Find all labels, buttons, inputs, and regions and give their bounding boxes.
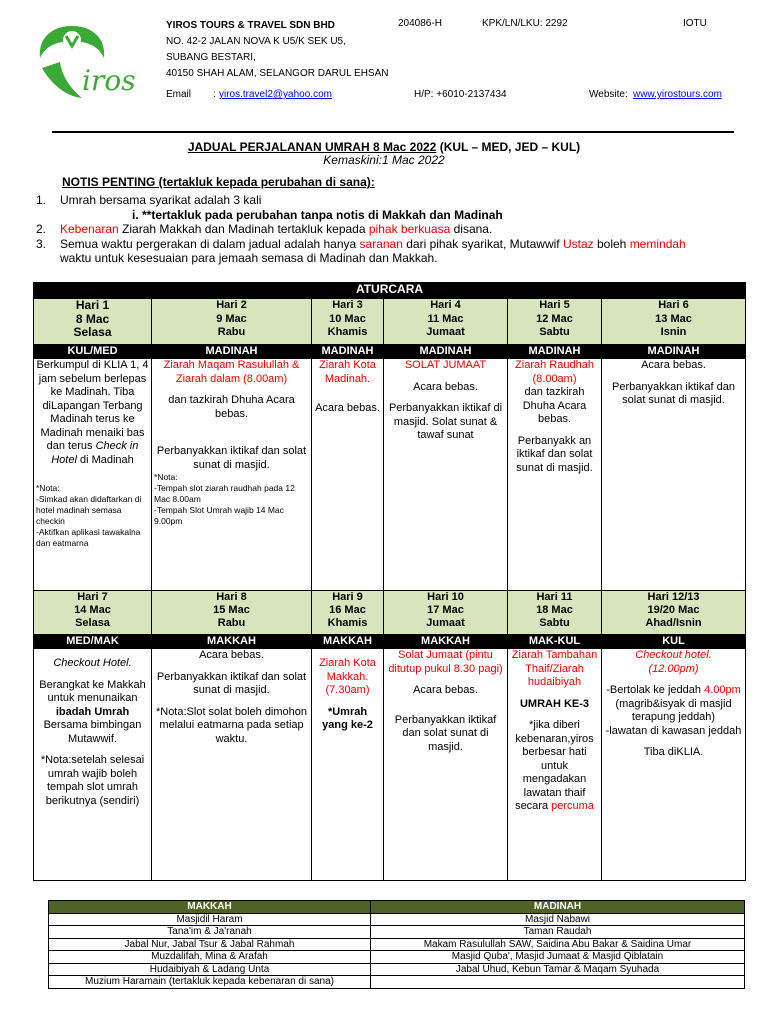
email-link[interactable]: yiros.travel2@yahoo.com	[219, 89, 332, 100]
cell-text: 18 Mac	[536, 604, 573, 616]
table-row	[49, 976, 745, 989]
location-label: MED/MAK	[34, 635, 152, 649]
cell-text: 8 Mac	[75, 311, 110, 326]
cell-text: -Bertolak ke jeddah	[606, 684, 705, 696]
cell-text: Jumaat	[426, 617, 465, 629]
notice-subitem: i. **tertakluk pada perubahan tanpa notis di Makkah dan Madinah	[132, 207, 503, 222]
cell-text: Ziarah Kota Madinah.	[319, 359, 376, 385]
place-cell: Muzdalifah, Mina & Arafah	[49, 951, 371, 964]
cell-text: Solat Jumaat (pintu ditutup pukul 8.30 pagi)	[388, 649, 503, 675]
notice-list	[36, 193, 736, 266]
header-divider	[52, 131, 734, 133]
table-row	[49, 963, 745, 976]
notice-number: 2.	[36, 222, 47, 236]
day-activity	[312, 359, 384, 591]
cell-text: Sabtu	[539, 617, 570, 629]
day-activity	[152, 359, 312, 591]
cell-text: 13 Mac	[655, 312, 692, 325]
cell-text: Perbanyakkan iktikaf dan solat sunat di masjid.	[156, 445, 307, 471]
cell-text: 17 Mac	[427, 604, 464, 616]
letterhead	[0, 0, 768, 130]
location-label: MADINAH	[602, 345, 746, 359]
itinerary-table	[33, 282, 746, 881]
notice-text: disana.	[450, 222, 493, 236]
cell-text: 14 Mac	[74, 604, 111, 616]
place-cell: Masjid Quba', Masjid Jumaat & Masjid Qiblatain	[371, 951, 745, 964]
cell-text: Hari 5	[539, 299, 570, 311]
yiros-logo	[30, 18, 155, 103]
cell-text: Ziarah Kota Makkah.	[319, 657, 376, 683]
cell-text: ibadah Umrah	[55, 705, 130, 718]
cell-text: Perbanyakkan iktikaf dan solat sunat di masjid.	[156, 670, 307, 696]
place-cell	[371, 976, 745, 989]
cell-text: Khamis	[327, 326, 368, 338]
cell-text: *Umrah yang ke-2	[322, 705, 373, 731]
cell-text: 4.00pm	[704, 684, 741, 696]
notice-number: 3.	[36, 236, 47, 251]
cell-text: Selasa	[73, 325, 112, 339]
cell-text: Acara bebas.	[199, 649, 264, 661]
title-main: JADUAL PERJALANAN UMRAH 8 Mac 2022	[187, 140, 437, 154]
cell-text: di Madinah	[76, 453, 134, 466]
cell-text: Ziarah Tambahan Thaif/Ziarah hudaibiyah	[511, 649, 598, 688]
cell-text: Khamis	[327, 617, 368, 629]
cell-text: *Nota:setelah selesai umrah wajib boleh tempah slot umrah berikutnya (sendiri)	[40, 754, 145, 807]
table-row	[49, 951, 745, 964]
cell-text: 10 Mac	[329, 312, 366, 325]
day-header	[312, 591, 384, 635]
cell-text: Hari 3	[332, 299, 363, 311]
location-label: KUL	[602, 635, 746, 649]
day-header	[152, 299, 312, 345]
notice-heading: NOTIS PENTING (tertakluk kepada perubahan di sana):	[62, 175, 375, 189]
cell-text: *jika diberi kebenaran,yiros berbesar hati untuk mengadakan lawatan thaif secara	[515, 719, 594, 812]
notice-text-red: saranan	[359, 236, 403, 251]
cell-text: dan tazkirah Dhuha Acara bebas.	[522, 386, 587, 425]
location-label: MAK-KUL	[508, 635, 602, 649]
cell-text: Ziarah Raudhah	[515, 359, 594, 371]
cell-text: Perbanyakkan iktikaf dan solat sunat di masjid.	[612, 380, 735, 406]
cell-text: Berkumpul di KLIA 1, 4 jam sebelum berlepas ke Madinah. Tiba diLapangan Terbang Madinah terus ke Madinah menaiki bas dan terus	[36, 359, 149, 452]
cell-text: Acara bebas.	[413, 684, 478, 696]
cell-text: Check in Hotel	[51, 440, 139, 466]
day-header	[602, 591, 746, 635]
location-label: MADINAH	[152, 345, 312, 359]
day-activity	[602, 649, 746, 881]
place-cell: Jabal Uhud, Kebun Tamar & Maqam Syuhada	[371, 963, 745, 976]
cell-text: 15 Mac	[213, 604, 250, 616]
address-line-3: 40150 SHAH ALAM, SELANGOR DARUL EHSAN	[166, 68, 389, 79]
cell-text: -Tempah slot ziarah raudhah pada 12 Mac 8.00am	[154, 483, 295, 504]
place-cell: Makam Rasulullah SAW, Saidina Abu Bakar & Saidina Umar	[371, 938, 745, 951]
cell-text: Checkout Hotel.	[53, 657, 132, 669]
itinerary-heading: ATURCARA	[34, 283, 746, 299]
cell-text: 12 Mac	[536, 312, 573, 325]
cell-text: SOLAT JUMAAT	[404, 359, 487, 371]
day-header	[602, 299, 746, 345]
notice-text-red: Kebenaran	[60, 222, 119, 236]
place-cell: Hudaibiyah & Ladang Unta	[49, 963, 371, 976]
logo-wordmark: iros	[82, 64, 136, 97]
day-header	[384, 299, 508, 345]
cell-text: Checkout hotel.	[635, 649, 712, 661]
notice-number: 1.	[36, 193, 47, 207]
cell-text: Hari 1	[75, 298, 110, 312]
location-label: MADINAH	[312, 345, 384, 359]
cell-text: Hari 10	[427, 591, 464, 603]
day-header	[34, 299, 152, 345]
cell-text: Hari 4	[430, 299, 461, 311]
registration-number: 204086-H	[398, 18, 442, 29]
cell-text: 16 Mac	[329, 604, 366, 616]
notice-item-2	[36, 222, 736, 237]
cell-text: 19/20 Mac	[647, 604, 700, 616]
table-row	[49, 913, 745, 926]
cell-text: Sabtu	[539, 326, 570, 338]
place-cell: Jabal Nur, Jabal Tsur & Jabal Rahmah	[49, 938, 371, 951]
notice-text-red: pihak berkuasa	[368, 222, 451, 236]
iotu-label: IOTU	[683, 18, 707, 29]
notice-text-red: Ustaz	[562, 236, 594, 251]
website-label: Website:	[589, 89, 628, 100]
cell-text: (magrib&isyak di masjid terapung jeddah)	[615, 697, 732, 723]
cell-text: 9 Mac	[216, 312, 247, 325]
cell-text: -Simkad akan didaftarkan di hotel madinah semasa checkin	[36, 494, 142, 526]
makkah-column-header: MAKKAH	[49, 901, 371, 914]
cell-text: UMRAH KE-3	[519, 697, 590, 710]
place-cell: Masjid Nabawi	[371, 913, 745, 926]
day-header	[384, 591, 508, 635]
license-number: KPK/LN/LKU: 2292	[482, 18, 568, 29]
cell-text: (12.00pm)	[648, 662, 699, 675]
notice-text-red: memindah	[629, 236, 686, 251]
cell-text: Isnin	[660, 326, 687, 338]
cell-text: *Nota:Slot solat boleh dimohon melalui eatmarna pada setiap waktu.	[155, 705, 308, 745]
day-header	[508, 591, 602, 635]
document-title	[0, 140, 768, 154]
notice-text-continued: waktu untuk kesesuaian para jemaah semasa di Madinah dan Makkah.	[60, 251, 438, 265]
cell-text: Hari 9	[332, 591, 363, 603]
cell-text: Hari 12/13	[647, 591, 700, 603]
cell-text: Acara bebas.	[641, 359, 706, 371]
cell-text: -Aktifkan aplikasi tawakalna dan eatmarna	[36, 527, 141, 548]
notice-text: boleh	[593, 236, 630, 251]
notice-item-1	[36, 193, 736, 208]
cell-text: Selasa	[75, 617, 110, 629]
cell-text: Jumaat	[426, 326, 465, 338]
notice-text: Ziarah Makkah dan Madinah tertakluk kepada	[118, 222, 369, 236]
cell-text: Tiba diKLIA.	[643, 746, 704, 758]
cell-text: Ziarah Maqam Rasulullah & Ziarah dalam (8.00am)	[163, 359, 300, 385]
cell-text: (7.30am)	[325, 684, 370, 696]
day-activity	[152, 649, 312, 881]
cell-text: Hari 7	[77, 591, 108, 603]
cell-text: Perbanyakkan iktikaf di masjid. Solat sunat & tawaf sunat	[388, 402, 503, 441]
email-separator: :	[213, 89, 216, 100]
place-cell: Taman Raudah	[371, 926, 745, 939]
website-link[interactable]: www.yirostours.com	[633, 89, 722, 100]
day-activity	[312, 649, 384, 881]
day-activity	[508, 649, 602, 881]
day-header	[34, 591, 152, 635]
day-activity	[508, 359, 602, 591]
cell-text: Bersama bimbingan Mutawwif.	[43, 719, 142, 745]
location-label: MADINAH	[508, 345, 602, 359]
cell-text: Perbanyakk an iktikaf dan solat sunat di masjid.	[516, 434, 593, 474]
day-activity	[384, 359, 508, 591]
cell-text: Rabu	[217, 326, 246, 338]
address-line-1: NO. 42-2 JALAN NOVA K U5/K SEK U5,	[166, 36, 346, 47]
cell-text: *Nota:	[36, 483, 60, 493]
table-row	[49, 938, 745, 951]
day-activity	[34, 359, 152, 591]
cell-text: Rabu	[217, 617, 246, 629]
place-cell: Masjidil Haram	[49, 913, 371, 926]
cell-text: dan tazkirah Dhuha Acara bebas.	[168, 394, 295, 420]
cell-text: 11 Mac	[427, 312, 464, 325]
phone-number: H/P: +6010-2137434	[414, 89, 507, 100]
notice-text: dari pihak syarikat, Mutawwif	[402, 236, 563, 251]
notice-text: Umrah bersama syarikat adalah 3 kali	[60, 193, 262, 207]
cell-text: Acara bebas.	[315, 402, 380, 414]
place-cell: Muzium Haramain (tertakluk kepada kebenaran di sana)	[49, 976, 371, 989]
location-label: MADINAH	[384, 345, 508, 359]
cell-text: percuma	[551, 800, 594, 812]
cell-text: Acara bebas.	[413, 380, 478, 393]
notice-item-3	[36, 237, 736, 252]
cell-text: -Tempah Slot Umrah wajib 14 Mac 9.00pm	[154, 505, 284, 526]
day-header	[152, 591, 312, 635]
address-line-2: SUBANG BESTARI,	[166, 52, 256, 63]
cell-text: Hari 2	[216, 299, 247, 311]
notice-text: Semua waktu pergerakan di dalam jadual adalah hanya	[60, 236, 360, 251]
company-address	[166, 18, 389, 82]
day-activity	[602, 359, 746, 591]
cell-text: Ahad/Isnin	[645, 617, 702, 629]
title-route: (KUL – MED, JED – KUL)	[436, 140, 581, 154]
cell-text: -lawatan di kawasan jeddah	[605, 724, 742, 737]
location-label: MAKKAH	[312, 635, 384, 649]
location-label: KUL/MED	[34, 345, 152, 359]
location-label: MAKKAH	[152, 635, 312, 649]
table-row	[49, 926, 745, 939]
cell-text: *Nota:	[154, 472, 178, 482]
day-header	[508, 299, 602, 345]
location-label: MAKKAH	[384, 635, 508, 649]
ziarah-places-table	[48, 900, 745, 989]
day-activity	[384, 649, 508, 881]
cell-text: Hari 11	[536, 591, 573, 603]
day-header	[312, 299, 384, 345]
day-activity	[34, 649, 152, 881]
company-name: YIROS TOURS & TRAVEL SDN BHD	[166, 20, 335, 31]
cell-text: Hari 8	[216, 591, 247, 603]
place-cell: Tana'im & Ja'ranah	[49, 926, 371, 939]
cell-text: (8.00am)	[532, 372, 577, 385]
cell-text: Berangkat ke Makkah untuk menunaikan	[39, 678, 146, 704]
madinah-column-header: MADINAH	[371, 901, 745, 914]
email-label: Email	[166, 89, 192, 100]
cell-text: Perbanyakkan iktikaf dan solat sunat di masjid.	[394, 713, 497, 753]
cell-text: Hari 6	[658, 299, 689, 311]
updated-date: Kemaskini:1 Mac 2022	[323, 153, 445, 167]
